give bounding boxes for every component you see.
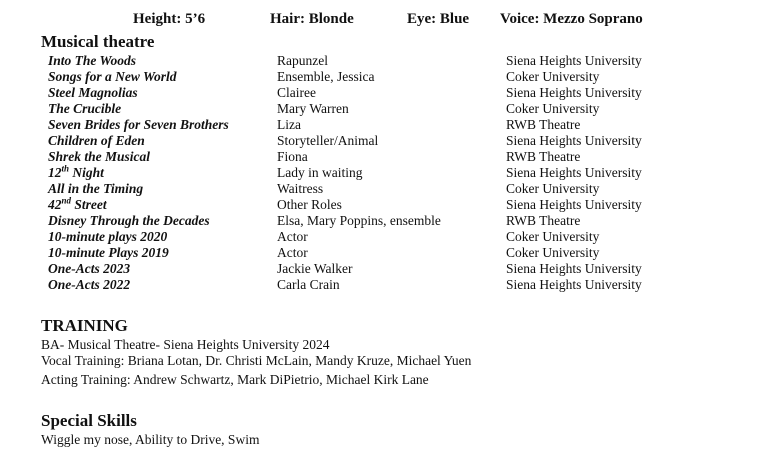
training-degree: BA- Musical Theatre- Siena Heights University 2024	[41, 337, 330, 352]
credit-row	[0, 181, 768, 197]
acting-training: Acting Training: Andrew Schwartz, Mark DiPietrio, Michael Kirk Lane	[41, 372, 429, 387]
credit-venue: Siena Heights University	[506, 85, 642, 100]
credit-venue: Coker University	[506, 245, 600, 260]
credit-row	[0, 85, 768, 101]
stats-line	[0, 11, 768, 31]
credit-show: One-Acts 2022	[48, 277, 131, 292]
credit-show-ordinal: nd	[61, 195, 72, 206]
credit-venue: Siena Heights University	[506, 277, 642, 292]
credit-row	[0, 213, 768, 229]
credit-venue: Coker University	[506, 101, 600, 116]
credit-row	[0, 133, 768, 149]
credit-show: 10-minute Plays 2019	[48, 245, 169, 260]
credit-show	[48, 165, 104, 181]
credit-role: Storyteller/Animal	[277, 133, 379, 148]
musical-theatre-heading: Musical theatre	[41, 32, 155, 51]
special-skills-heading: Special Skills	[41, 411, 137, 430]
credit-row	[0, 149, 768, 165]
credit-show: Seven Brides for Seven Brothers	[48, 117, 229, 132]
credit-venue: Siena Heights University	[506, 165, 642, 180]
voice-stat: Voice: Mezzo Soprano	[500, 11, 643, 27]
credit-row	[0, 277, 768, 293]
credit-venue: Siena Heights University	[506, 197, 642, 212]
credit-show-rest: Street	[71, 197, 107, 212]
credit-show: Into The Woods	[48, 53, 137, 68]
credit-row	[0, 165, 768, 181]
credit-show: Children of Eden	[48, 133, 145, 148]
credit-show-ordinal: th	[61, 163, 70, 174]
credit-show: Shrek the Musical	[48, 149, 151, 164]
credit-venue: Siena Heights University	[506, 261, 642, 276]
credit-venue: RWB Theatre	[506, 149, 581, 164]
credit-row	[0, 101, 768, 117]
credit-role: Other Roles	[277, 197, 342, 212]
credit-venue: Coker University	[506, 229, 600, 244]
credit-role: Liza	[277, 117, 301, 132]
credit-venue: Siena Heights University	[506, 133, 642, 148]
credit-row	[0, 245, 768, 261]
credit-show: Steel Magnolias	[48, 85, 138, 100]
height-stat: Height: 5’6	[133, 11, 206, 27]
credit-show-number: 42	[48, 197, 62, 212]
credit-show: One-Acts 2023	[48, 261, 131, 276]
credit-show: All in the Timing	[48, 181, 144, 196]
credit-role: Lady in waiting	[277, 165, 363, 180]
credit-row	[0, 53, 768, 69]
credit-row	[0, 197, 768, 213]
credit-role: Ensemble, Jessica	[277, 69, 375, 84]
credit-venue: Siena Heights University	[506, 53, 642, 68]
hair-stat: Hair: Blonde	[270, 11, 354, 27]
credit-role: Waitress	[277, 181, 324, 196]
special-skills-text: Wiggle my nose, Ability to Drive, Swim	[41, 432, 260, 447]
training-heading: TRAINING	[41, 316, 128, 335]
vocal-training: Vocal Training: Briana Lotan, Dr. Christi McLain, Mandy Kruze, Michael Yuen	[41, 353, 472, 368]
credits-table	[0, 53, 768, 293]
credit-venue: RWB Theatre	[506, 213, 581, 228]
credit-show-number: 12	[48, 165, 62, 180]
credit-venue: Coker University	[506, 181, 600, 196]
credit-venue: Coker University	[506, 69, 600, 84]
credit-role: Rapunzel	[277, 53, 328, 68]
credit-venue: RWB Theatre	[506, 117, 581, 132]
credit-role: Actor	[277, 229, 308, 244]
credit-role: Mary Warren	[277, 101, 349, 116]
credit-role: Jackie Walker	[277, 261, 353, 276]
credit-show: The Crucible	[48, 101, 122, 116]
credit-show: Songs for a New World	[48, 69, 177, 84]
credit-show: Disney Through the Decades	[48, 213, 210, 228]
credit-row	[0, 117, 768, 133]
credit-role: Carla Crain	[277, 277, 340, 292]
credit-role: Fiona	[277, 149, 308, 164]
eye-stat: Eye: Blue	[407, 11, 470, 27]
credit-row	[0, 261, 768, 277]
credit-row	[0, 69, 768, 85]
credit-show: 10-minute plays 2020	[48, 229, 168, 244]
credit-show-rest: Night	[69, 165, 104, 180]
credit-role: Clairee	[277, 85, 316, 100]
credit-show	[48, 197, 107, 213]
credit-role: Actor	[277, 245, 308, 260]
credit-row	[0, 229, 768, 245]
credit-role: Elsa, Mary Poppins, ensemble	[277, 213, 441, 228]
